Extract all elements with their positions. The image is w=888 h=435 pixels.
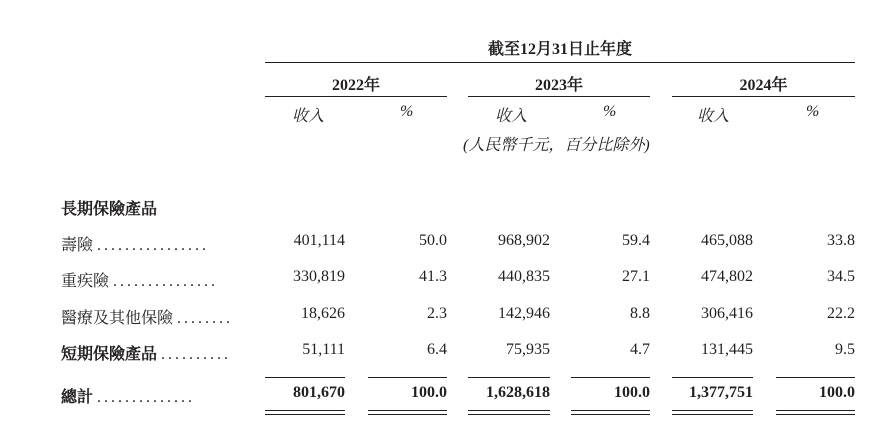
cell-revenue-2022: 18,626 [301,305,345,322]
col-revenue-2022: 收入 [292,108,325,125]
cell-revenue-2022: 401,114 [293,232,345,249]
cell-revenue-2022: 330,819 [293,268,345,285]
cell-revenue-2024: 131,445 [701,341,753,358]
col-pct-2023: % [603,103,617,120]
total-double-rule [571,410,650,411]
total-double-rule [776,414,855,415]
cell-revenue-2023: 75,935 [506,341,550,358]
table-period-header: 截至12月31日止年度 [487,41,632,58]
row-label [61,268,241,291]
row-label [61,305,241,328]
cell-revenue-2023: 440,835 [498,268,550,285]
cell-pct-2023: 4.7 [630,341,650,358]
total-double-rule [468,410,550,411]
year-header-2023: 2023年 [534,77,583,94]
cell-pct-2022: 50.0 [419,232,447,249]
total-top-rule [672,377,753,378]
total-top-rule [468,377,550,378]
cell-revenue-2022: 51,111 [302,341,345,358]
total-double-rule [265,414,345,415]
row-label-text: 壽險 [61,237,94,254]
col-revenue-2023: 收入 [495,108,528,125]
row-label-text: 重疾險 [61,273,110,290]
cell-pct-2022: 6.4 [427,341,447,358]
year-rule-2024 [672,96,855,97]
cell-revenue-2024: 474,802 [701,268,753,285]
row-label [61,341,241,364]
total-leader-dots: .............. [97,389,196,406]
row-label-text: 醫療及其他保險 [61,310,174,327]
total-top-rule [368,377,447,378]
row-label-text: 短期保險產品 [61,346,158,363]
cell-pct-2024: 33.8 [827,232,855,249]
col-pct-2024: % [806,103,820,120]
total-top-rule [776,377,855,378]
cell-revenue-2024: 465,088 [701,232,753,249]
year-rule-2023 [468,96,650,97]
total-top-rule [571,377,650,378]
cell-pct-2023: 59.4 [622,232,650,249]
row-leader-dots: ................ [97,237,210,254]
total-double-rule [468,414,550,415]
cell-pct-2022: 2.3 [427,305,447,322]
total-value-revenue-2023: 1,628,618 [486,384,550,401]
total-value-pct-2023: 100.0 [614,384,650,401]
year-header-2024: 2024年 [739,77,788,94]
total-label-text: 總計 [61,389,94,406]
row-leader-dots: ........ [177,310,234,327]
cell-pct-2023: 8.8 [630,305,650,322]
cell-pct-2024: 22.2 [827,305,855,322]
cell-revenue-2024: 306,416 [701,305,753,322]
cell-pct-2023: 27.1 [622,268,650,285]
row-leader-dots: ............... [113,273,219,290]
unit-note: (人民幣千元，百分比除外) [463,137,650,154]
total-double-rule [265,410,345,411]
total-value-revenue-2022: 801,670 [293,384,345,401]
header-rule [265,62,855,63]
total-double-rule [672,410,753,411]
cell-pct-2024: 34.5 [827,268,855,285]
total-double-rule [571,414,650,415]
total-double-rule [368,414,447,415]
row-label [61,232,241,255]
total-value-revenue-2024: 1,377,751 [689,384,753,401]
cell-pct-2022: 41.3 [419,268,447,285]
total-double-rule [368,410,447,411]
cell-revenue-2023: 142,946 [498,305,550,322]
cell-revenue-2023: 968,902 [498,232,550,249]
section-title: 長期保險產品 [61,201,158,218]
total-double-rule [672,414,753,415]
total-double-rule [776,410,855,411]
total-value-pct-2024: 100.0 [819,384,855,401]
total-label [61,384,241,407]
year-header-2022: 2022年 [331,77,380,94]
col-revenue-2024: 收入 [697,108,730,125]
year-rule-2022 [265,96,447,97]
total-top-rule [265,377,345,378]
col-pct-2022: % [400,103,414,120]
cell-pct-2024: 9.5 [835,341,855,358]
total-value-pct-2022: 100.0 [411,384,447,401]
row-leader-dots: .......... [161,346,232,363]
